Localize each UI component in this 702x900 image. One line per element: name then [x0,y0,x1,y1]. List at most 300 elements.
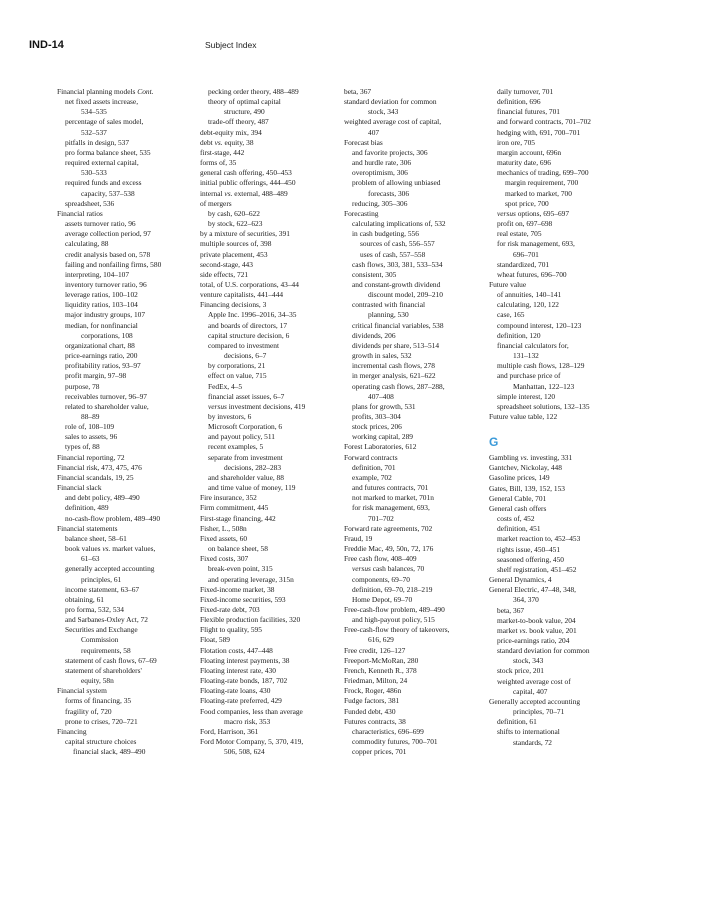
index-entry [200,219,345,229]
index-entry-text: Future value table, 122 [489,412,558,421]
index-entry [200,148,345,158]
index-entry [489,524,634,534]
index-entry-text: Floating-rate preferred, 429 [200,696,282,706]
index-entry-text: FedEx, 4–5 [208,381,243,391]
index-entry [200,117,345,127]
index-entry-text: dividends, 206 [352,330,396,340]
index-entry-text: in merger analysis, 621–622 [352,371,436,381]
index-entry [57,646,202,656]
index-entry [57,615,202,625]
index-entry [57,138,202,148]
index-entry-text: related to shareholder value, [65,401,149,411]
index-entry [200,605,345,615]
index-entry [344,178,489,188]
index-entry-text: beta, 367 [497,605,525,615]
index-entry [200,280,345,290]
index-entry [57,676,202,686]
index-entry [489,738,634,748]
index-entry [200,321,345,331]
index-entry [200,422,345,432]
index-entry-text: capital structure choices [65,737,137,746]
index-entry [57,656,202,666]
index-entry [344,250,489,260]
index-entry-text: Forest Laboratories, 612 [344,442,417,452]
index-entry-text: contrasted with financial [352,300,426,310]
index-entry [200,503,345,513]
index-entry [489,453,634,463]
index-entry-text: profitability ratios, 93–97 [65,361,141,371]
index-entry-text: and boards of directors, 17 [208,320,288,330]
index-entry-text: definition, 451 [497,524,541,534]
index-entry-text: book value, 201 [527,625,577,635]
index-entry-text: liquidity ratios, 103–104 [65,300,138,310]
index-entry [489,514,634,524]
index-entry [344,310,489,320]
index-entry [200,199,345,209]
index-entry-text: and shareholder value, 88 [208,472,284,482]
index-entry [57,310,202,320]
index-entry [344,747,489,757]
index-entry-text: profit on, 697–698 [497,219,553,229]
index-entry-text: Floating interest rate, 430 [200,665,276,675]
index-entry [57,250,202,260]
index-entry-italic: vs. [520,453,529,463]
index-entry [489,666,634,676]
index-entry-text: 407 [368,127,380,137]
index-entry-text: margin account, 696n [497,147,562,157]
index-entry-text: book values [65,544,103,554]
index-entry [200,442,345,452]
index-entry-text: 696–701 [513,249,539,259]
index-entry [200,585,345,595]
index-entry-text: Fixed-income securities, 593 [200,594,286,604]
index-entry-text: Fixed costs, 307 [200,554,249,564]
index-entry [344,107,489,117]
index-entry-text: effect on value, 715 [208,371,267,381]
index-entry-text: market-to-book value, 204 [497,615,576,625]
index-entry [489,107,634,117]
index-entry [344,534,489,544]
index-entry-text: financial asset issues, 6–7 [208,391,285,401]
index-entry [489,117,634,127]
index-entry-text: real estate, 705 [497,229,542,239]
index-entry [344,575,489,585]
index-entry [489,128,634,138]
index-entry-text: 131–132 [513,351,539,361]
index-entry [57,321,202,331]
index-entry [200,656,345,666]
index-entry [57,331,202,341]
index-entry-text: Gantchev, Nickolay, 448 [489,463,562,473]
index-entry-text: definition, 696 [497,97,541,107]
index-entry [489,280,634,290]
index-entry [57,168,202,178]
index-entry-text: and time value of money, 119 [208,483,296,493]
index-entry [344,707,489,717]
index-entry [344,737,489,747]
index-entry-text: Free credit, 126–127 [344,645,406,655]
index-entry [344,473,489,483]
index-entry [489,239,634,249]
index-entry-text: Food companies, less than average [200,706,303,716]
index-entry-italic: versus [352,564,371,574]
index-entry-text: percentage of sales model, [65,117,144,127]
index-entry [344,676,489,686]
index-entry [344,625,489,635]
index-entry-text: daily turnover, 701 [497,87,554,96]
index-entry-text: Generally accepted accounting [489,696,581,706]
index-entry-text: Financial reporting, 72 [57,452,125,462]
index-entry [200,554,345,564]
index-entry [57,229,202,239]
index-entry [489,626,634,636]
index-entry [200,107,345,117]
index-entry-text: commodity futures, 700–701 [352,737,438,746]
index-entry-text: pecking order theory, 488–489 [208,87,299,96]
index-entry-text: margin requirement, 700 [505,178,579,188]
index-entry-text: working capital, 289 [352,432,413,442]
index-entry-text: pitfalls in design, 537 [65,137,130,147]
index-entry [344,585,489,595]
index-entry [200,128,345,138]
index-entry [57,564,202,574]
index-entry-text: Financing [57,726,87,736]
index-entry-text: Free cash flow, 408–409 [344,554,417,564]
index-entry [489,534,634,544]
index-entry [489,717,634,727]
index-entry-text: weighted average cost of [497,676,571,686]
index-entry [344,483,489,493]
index-entry-text: initial public offerings, 444–450 [200,178,296,188]
index-entry-text: 534–535 [81,107,107,117]
index-entry-text: not marked to market, 701n [352,493,434,503]
index-entry [344,351,489,361]
index-entry [489,473,634,483]
index-entry-text: Financial planning models [57,87,138,96]
index-entry [200,524,345,534]
index-entry-text: Manhattan, 122–123 [513,381,575,391]
index-entry-text: and hurdle rate, 306 [352,158,412,168]
index-entry-italic: vs. [224,188,233,198]
index-entry [489,97,634,107]
index-entry-text: and favorite projects, 306 [352,147,428,157]
index-entry-text: mechanics of trading, 699–700 [497,168,589,178]
index-entry-text: 407–408 [368,391,394,401]
index-entry [200,402,345,412]
index-entry-text: principles, 70–71 [513,707,565,717]
index-entry [344,635,489,645]
index-entry-italic: versus [497,208,516,218]
index-entry-text: uses of cash, 557–558 [360,249,426,259]
index-entry [344,717,489,727]
index-entry-text: balance sheet, 58–61 [65,533,127,543]
index-entry [200,635,345,645]
index-entry-text: overoptimism, 306 [352,168,408,178]
index-entry [489,189,634,199]
index-entry-text: Freeport-McMoRan, 280 [344,655,419,665]
index-entry [489,351,634,361]
index-entry-text: Free-cash-flow problem, 489–490 [344,604,445,614]
index-entry [200,646,345,656]
index-entry-text: Commission [81,635,119,645]
index-entry-text: for risk management, 693, [497,239,575,249]
index-entry [489,606,634,616]
index-entry [57,371,202,381]
index-entry [200,209,345,219]
index-entry-text: Ford, Harrison, 361 [200,726,259,736]
index-entry-text: Microsoft Corporation, 6 [208,422,283,432]
index-entry [489,331,634,341]
index-entry-text: pro forma balance sheet, 535 [65,147,151,157]
index-entry-text: equity, 38 [222,137,254,147]
index-entry-text: copper prices, 701 [352,747,407,757]
index-entry-text: standards, 72 [513,737,552,747]
index-entry [57,219,202,229]
index-entry-text: decisions, 282–283 [224,462,282,472]
index-entry [57,280,202,290]
index-entry [489,504,634,514]
index-entry [57,260,202,270]
index-entry-text: Flexible production facilities, 320 [200,615,301,625]
index-entry-text: and operating leverage, 315n [208,574,294,584]
index-entry-text: beta, 367 [344,87,372,96]
index-entry-text: private placement, 453 [200,249,268,259]
index-entry [344,524,489,534]
index-entry [489,341,634,351]
index-entry-text: stock prices, 206 [352,422,402,432]
index-entry-text: profits, 303–304 [352,412,401,421]
index-entry [344,554,489,564]
index-entry [57,727,202,737]
index-entry-text: calculating, 120, 122 [497,300,559,310]
index-entry-text: Floating-rate bonds, 187, 702 [200,676,288,686]
index-entry-text: leverage ratios, 100–102 [65,290,138,300]
index-entry [489,575,634,585]
index-entry-text: Financial slack [57,483,102,493]
index-entry-text: spreadsheet, 536 [65,198,115,208]
index-entry-text: multiple sources of, 398 [200,239,272,249]
index-entry-text: by stock, 622–623 [208,219,263,229]
index-entry-text: prone to crises, 720–721 [65,716,138,726]
index-entry [200,453,345,463]
index-entry [200,737,345,747]
index-entry [57,544,202,554]
index-entry-text: principles, 61 [81,574,122,584]
index-entry-text: shelf registration, 451–452 [497,564,577,574]
index-column-1 [57,87,202,757]
index-entry-text: Financial scandals, 19, 25 [57,472,134,482]
index-entry-text: forms of financing, 35 [65,696,132,706]
index-entry-text: by cash, 620–622 [208,208,260,218]
index-entry-text: forms of, 35 [200,158,237,168]
index-entry-text: Freddie Mac, 49, 50n, 72, 176 [344,544,434,554]
index-entry-text: side effects, 721 [200,269,249,279]
index-entry [489,656,634,666]
index-entry-text: equity, 58n [81,676,114,686]
index-entry [489,494,634,504]
index-entry [57,270,202,280]
index-entry [57,209,202,219]
index-entry [200,747,345,757]
index-entry-text: hedging with, 691, 700–701 [497,127,581,137]
index-entry-text: of annuities, 140–141 [497,290,562,300]
index-entry [200,97,345,107]
index-entry-text: Funded debt, 430 [344,706,396,716]
index-column-3 [344,87,489,757]
index-entry [344,361,489,371]
index-entry-text: of mergers [200,198,232,208]
index-entry-text: wheat futures, 696–700 [497,269,567,279]
index-entry-text: spreadsheet solutions, 132–135 [497,401,590,411]
index-entry-text: Floating interest payments, 38 [200,655,290,665]
index-entry-text: capital, 407 [513,686,548,696]
index-entry [200,392,345,402]
index-entry [57,341,202,351]
index-entry [200,483,345,493]
index-entry [489,178,634,188]
index-entry-text: weighted average cost of capital, [344,117,442,127]
index-entry-text: Friedman, Milton, 24 [344,676,408,686]
index-entry-text: 506, 508, 624 [224,747,265,757]
index-entry-text: compound interest, 120–123 [497,320,582,330]
index-entry [344,544,489,554]
index-entry-text: 61–63 [81,554,100,564]
index-entry [489,677,634,687]
index-entry-text: General Cable, 701 [489,493,547,503]
index-entry [344,382,489,392]
index-entry [344,646,489,656]
index-entry-text: receivables turnover, 96–97 [65,391,147,401]
index-entry-text: second-stage, 443 [200,259,253,269]
index-entry [489,199,634,209]
index-entry-text: internal [200,188,225,198]
index-entry-text: and purchase price of [497,371,561,381]
index-entry-text: and debt policy, 489–490 [65,493,140,503]
index-entry [57,239,202,249]
index-entry [344,514,489,524]
index-entry [489,484,634,494]
index-entry-text: 364, 370 [513,595,539,605]
index-entry-text: 701–702 [368,513,394,523]
index-entry-text: net fixed assets increase, [65,97,139,107]
index-entry [57,575,202,585]
index-entry [344,442,489,452]
index-entry-text: statement of shareholders' [65,665,142,675]
index-entry [57,625,202,635]
index-entry-italic: Cont. [137,87,154,96]
index-entry-text: Financial ratios [57,208,103,218]
index-entry [344,503,489,513]
index-entry [200,463,345,473]
index-entry [344,148,489,158]
index-entry-text: capital structure decision, 6 [208,330,290,340]
index-entry [489,697,634,707]
index-entry-text: plans for growth, 531 [352,401,416,411]
index-entry-text: and forward contracts, 701–702 [497,117,591,127]
index-entry-text: Firm commitment, 445 [200,503,269,513]
index-entry-text: requirements, 58 [81,645,131,655]
index-entry [344,727,489,737]
index-entry-text: Fraud, 19 [344,533,373,543]
index-entry-text: Financial system [57,686,107,696]
index-entry [489,687,634,697]
index-entry [57,554,202,564]
index-entry [200,229,345,239]
index-entry [344,686,489,696]
index-entry-text: general cash offering, 450–453 [200,168,292,178]
index-column-2 [200,87,345,757]
index-entry-text: incremental cash flows, 278 [352,361,435,371]
index-entry-text: no-cash-flow problem, 489–490 [65,513,161,523]
index-entry-text: statement of cash flows, 67–69 [65,655,157,665]
index-entry [489,158,634,168]
index-entry-text: First-stage financing, 442 [200,513,276,523]
index-entry [200,595,345,605]
index-entry-text: 532–537 [81,127,107,137]
index-entry-text: calculating implications of, 532 [352,219,446,229]
index-entry [57,737,202,747]
index-entry [200,514,345,524]
index-entry-text: seasoned offering, 450 [497,554,564,564]
index-entry [344,453,489,463]
index-entry-text: and payout policy, 511 [208,432,275,442]
index-entry [57,453,202,463]
index-entry [200,361,345,371]
index-entry [57,361,202,371]
index-entry-text: multiple cash flows, 128–129 [497,361,585,371]
index-entry-text: pro forma, 532, 534 [65,604,124,614]
index-entry-text: price-earnings ratio, 204 [497,635,570,645]
index-entry [200,351,345,361]
index-entry-text: definition, 61 [497,717,537,727]
index-entry [200,168,345,178]
index-entry [200,544,345,554]
index-entry [200,239,345,249]
index-entry [489,361,634,371]
index-entry [344,615,489,625]
index-entry-text: organizational chart, 88 [65,340,135,350]
index-entry [489,250,634,260]
index-entry [57,696,202,706]
index-entry-text: simple interest, 120 [497,391,556,401]
index-entry [489,565,634,575]
index-entry [57,128,202,138]
index-entry [344,300,489,310]
index-entry-text: case, 165 [497,310,525,320]
index-entry-text: fragility of, 720 [65,706,112,716]
index-entry-text: Apple Inc. 1996–2016, 34–35 [208,310,297,320]
index-entry-text: options, 695–697 [515,208,570,218]
index-entry [57,189,202,199]
index-entry [57,717,202,727]
index-entry [489,270,634,280]
index-entry [344,138,489,148]
index-entry [344,219,489,229]
index-entry [57,473,202,483]
index-entry [489,707,634,717]
index-entry-text: macro risk, 353 [224,716,271,726]
index-entry [344,270,489,280]
index-entry [57,463,202,473]
index-entry-text: financial calculators for, [497,340,569,350]
index-entry-text: General Dynamics, 4 [489,575,552,585]
index-entry [344,595,489,605]
index-entry [57,300,202,310]
index-entry-text: General Electric, 47–48, 348, [489,585,577,595]
index-entry-text: obtaining, 61 [65,594,105,604]
index-entry-text: inventory turnover ratio, 96 [65,279,147,289]
index-entry [200,331,345,341]
